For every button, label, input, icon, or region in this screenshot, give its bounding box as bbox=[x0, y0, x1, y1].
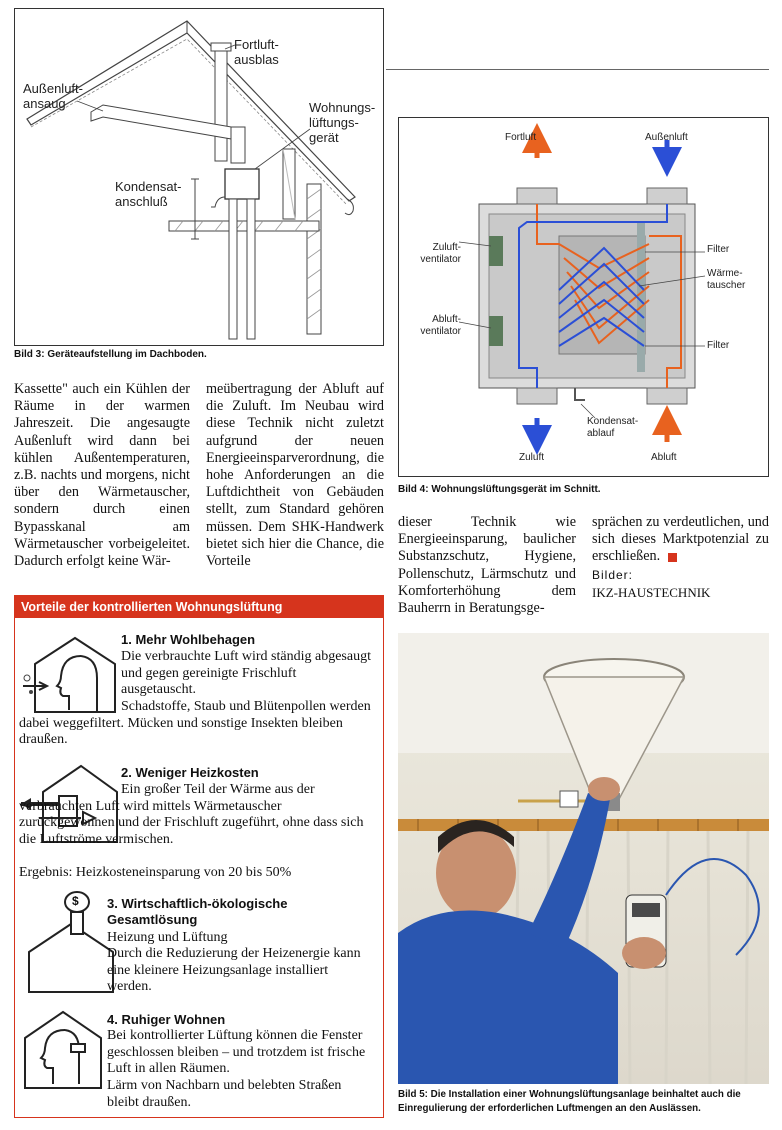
quiet-home-icon bbox=[19, 1006, 105, 1090]
advantage-3-text: Heizung und Lüftung bbox=[107, 930, 228, 945]
advantage-3-text2: Durch die Reduzierung der Heizenergie kann eine kleinere Heizungsanlage installiert werden. bbox=[107, 946, 361, 994]
advantage-3-title: 3. Wirtschaftlich-ökologische Gesamtlösung bbox=[107, 896, 288, 927]
figure-5-photo bbox=[398, 633, 769, 1084]
label-filter-top: Filter bbox=[707, 244, 730, 255]
label-aussenluft: Außenluft bbox=[645, 132, 688, 143]
figure-3-caption: Bild 3: Geräteaufstellung im Dachboden. bbox=[14, 349, 207, 360]
attic-installation-drawing bbox=[15, 9, 382, 344]
advantages-box-title: Vorteile der kontrollierten Wohnungslüftung bbox=[15, 596, 383, 618]
figure-4 bbox=[398, 117, 769, 477]
installer-photo-illustration bbox=[398, 633, 769, 1084]
advantages-box bbox=[14, 595, 384, 1118]
label-abluftventilator: Abluft- ventilator bbox=[420, 314, 461, 337]
label-waermetauscher: Wärme- tauscher bbox=[707, 268, 746, 291]
label-fortluft: Fortluft bbox=[505, 132, 537, 143]
coin-symbol: $ bbox=[72, 894, 79, 908]
article-column-1: Kassette" auch ein Kühlen der Räume in der warmen Jahreszeit. Die angesaugte Außenluft wird dann bei kühlen Außentemperaturen, z.B. nachts und morgens, nicht über den Wärmetauscher, sondern durch einen Bypasskanal am Wärmetauscher vorbeigeleitet. Dadurch erfolgt keine Wär- bbox=[14, 381, 190, 570]
advantage-2-title: 2. Weniger Heizkosten bbox=[121, 765, 259, 780]
article-column-3: dieser Technik wie Energieeinsparung, baulicher Substanzschutz, Hygiene, Pollenschutz, Lärmschutz und Komforterhöhung dem Bauherrn in Beratungsge- bbox=[398, 514, 576, 617]
label-wohnungslueftungsgeraet: Wohnungs- lüftungs- gerät bbox=[309, 100, 376, 145]
advantage-4-text2: Lärm von Nachbarn und belebten Straßen bleibt draußen. bbox=[107, 1078, 342, 1110]
label-filter-bottom: Filter bbox=[707, 340, 730, 351]
advantage-4-title: 4. Ruhiger Wohnen bbox=[107, 1012, 226, 1027]
advantage-2-text2: Ergebnis: Heizkosteneinsparung von 20 bis 50% bbox=[19, 865, 292, 880]
label-aussenluft-ansaug: Außenluft- ansaug bbox=[23, 81, 83, 111]
label-zuluft: Zuluft bbox=[519, 452, 545, 463]
article-column-4: sprächen zu verdeutlichen, und sich dieses Marktpotenzial zu erschließen. Bilder: IKZ-HAUSTECHNIK bbox=[592, 514, 769, 600]
label-fortluft-ausblas: Fortluft- ausblas bbox=[234, 37, 279, 67]
ventilation-unit-section-drawing bbox=[399, 118, 767, 475]
figure-3 bbox=[14, 8, 384, 346]
label-kondensatanschluss: Kondensat- anschluß bbox=[115, 179, 182, 209]
advantage-1-text2-wrap: Schadstoffe, Staub und Blütenpollen werden dabei weggefiltert. Mücken und sonstige Insekten bleiben draußen. bbox=[19, 699, 371, 747]
advantage-4-text: Bei kontrollierter Lüftung können die Fenster geschlossen bleiben – und trotzdem ist frische Luft in allen Räumen. bbox=[107, 1028, 366, 1076]
label-kondensatablauf: Kondensat- ablauf bbox=[587, 416, 639, 439]
label-abluft: Abluft bbox=[651, 452, 677, 463]
end-mark bbox=[668, 553, 677, 562]
figure-4-caption: Bild 4: Wohnungslüftungsgerät im Schnitt. bbox=[398, 484, 601, 495]
label-zuluftventilator: Zuluft- ventilator bbox=[420, 242, 461, 265]
advantage-1-text: Die verbrauchte Luft wird ständig abgesaugt und gegen gereinigte Frischluft ausgetauscht. bbox=[121, 649, 371, 697]
credit-label: Bilder: bbox=[592, 567, 634, 582]
article-column-2: meübertragung der Abluft auf die Zuluft. Im Neubau wird diese Technik nicht zuletzt aufgrund der neuen Energieeinsparverordnung, die hohe Anforderungen an die Luftdichtheit von Gebäuden stellt, zum Standard gehören müssen. Dem SHK-Handwerk bietet sich hier die Chance, die Vorteile bbox=[206, 381, 384, 570]
advantage-1-title: 1. Mehr Wohlbehagen bbox=[121, 632, 256, 647]
header-rule bbox=[386, 69, 769, 70]
advantage-2-text: Ein großer Teil der Wärme aus der verbrauchten Luft wird mittels Wärmetauscher zurückgewonnen und der Frischluft zugeführt, ohne dass sich die Luftströme vermischen. bbox=[19, 782, 364, 847]
house-coin-icon bbox=[19, 890, 119, 994]
figure-5-caption: Bild 5: Die Installation einer Wohnungslüftungsanlage beinhaltet auch die Einregulierung der erforderlichen Luftmengen an den Auslässen. bbox=[398, 1089, 741, 1114]
credit: IKZ-HAUSTECHNIK bbox=[592, 584, 711, 600]
